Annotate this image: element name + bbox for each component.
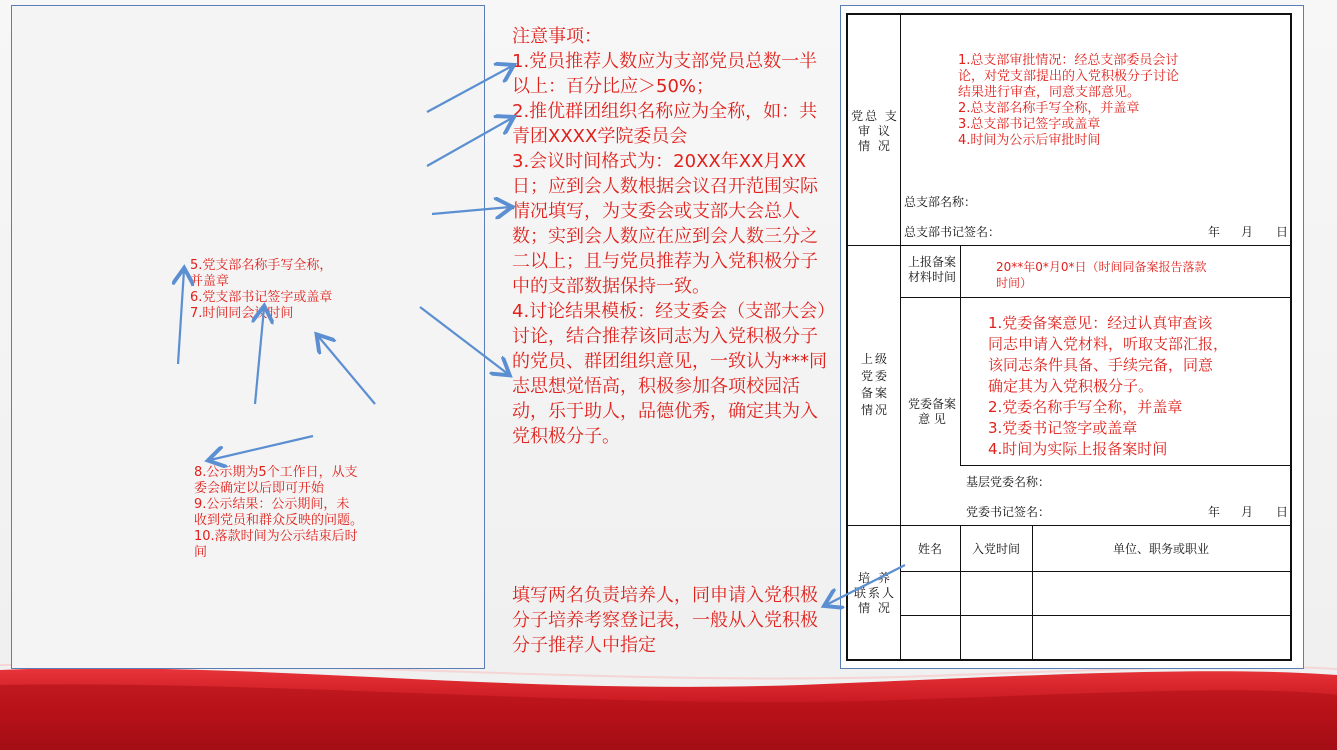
note-line: 间 xyxy=(194,545,208,560)
column-unit-header: 单位、职务或职业 xyxy=(1112,542,1209,556)
label-line: 联系人 xyxy=(853,586,896,600)
label-line: 上级 xyxy=(860,352,889,366)
note-line: 4.时间为实际上报备案时间 xyxy=(988,440,1168,458)
publicity-notes xyxy=(194,465,419,561)
column-name-header: 姓名 xyxy=(917,542,942,556)
label-line: 情 况 xyxy=(858,139,892,153)
note-line: 10.落款时间为公示结束后时 xyxy=(194,529,358,544)
note-line: 该同志条件具备、手续完备，同意 xyxy=(988,356,1214,374)
label-line: 党委 xyxy=(860,369,889,383)
report-time-label xyxy=(904,255,960,285)
label-line: 备案 xyxy=(860,386,889,400)
day-label: 日 xyxy=(1276,505,1289,519)
note-line: 委会确定以后即可开始 xyxy=(194,481,325,496)
left-document-panel xyxy=(11,5,485,669)
note-line: 3.总支部书记签字或盖章 xyxy=(958,117,1101,132)
label-line: 情 况 xyxy=(858,601,892,615)
label-line: 材料时间 xyxy=(907,270,956,284)
trainer-note: 填写两名负责培养人，同申请入党积极分子培养考察登记表，一般从入党积极分子推荐人中指定 xyxy=(512,585,818,656)
label-line: 情况 xyxy=(860,403,889,417)
day-label: 日 xyxy=(1276,225,1289,239)
label-line: 审 议 xyxy=(858,124,892,138)
month-label: 月 xyxy=(1241,505,1254,519)
note-line: 确定其为入党积极分子。 xyxy=(988,377,1154,395)
report-time-value xyxy=(996,259,1286,291)
label-line: 党委备案 xyxy=(907,397,956,411)
committee-secretary-label: 党委书记签名： xyxy=(966,505,1051,519)
value-line: 时间） xyxy=(996,276,1033,290)
label-line: 培 养 xyxy=(858,571,892,585)
note-line: 5.党支部名称手写全称， xyxy=(190,258,333,273)
note-line: 9.公示结果：公示期间，未 xyxy=(194,497,350,512)
section2-label xyxy=(850,351,900,419)
note-line: 1.总支部审批情况：经总支部委员会讨 xyxy=(958,53,1179,68)
note-line: 并盖章 xyxy=(190,274,230,289)
branch-secretary-label: 总支部书记签名： xyxy=(904,225,1001,239)
notes-title: 注意事项： xyxy=(512,26,602,47)
note-item-4: 4.讨论结果模板：经支委会（支部大会）讨论，结合推荐该同志为入党积极分子的党员、群团组织意见，一致认为***同志思想觉悟高，积极参加各项校园活动，乐于助人，品德优秀，确定其为入党积极分子。 xyxy=(512,301,827,447)
note-line: 3.党委书记签字或盖章 xyxy=(988,419,1138,437)
main-notes xyxy=(512,24,834,449)
section1-notes xyxy=(958,53,1258,149)
note-line: 论，对党支部提出的入党积极分子讨论 xyxy=(958,69,1180,84)
label-line: 党总 支 xyxy=(851,109,899,123)
note-line: 4.时间为公示后审批时间 xyxy=(958,133,1101,148)
committee-name-label: 基层党委名称： xyxy=(966,475,1051,489)
red-ribbon-decoration xyxy=(0,655,1337,750)
branch-notes xyxy=(190,258,390,322)
approval-form xyxy=(846,13,1292,661)
column-join-time-header: 入党时间 xyxy=(971,542,1020,556)
note-item-3: 3.会议时间格式为：20XX年XX月XX日；应到会人数根据会议召开范围实际情况填写，为支委会或支部大会总人数；实到会人数应在应到会人数三分之二以上；且与党员推荐为入党积极分子中的支部数据保持一致。 xyxy=(512,151,818,297)
note-line: 收到党员和群众反映的问题。 xyxy=(194,513,364,528)
note-line: 8.公示期为5个工作日，从支 xyxy=(194,465,358,480)
value-line: 20**年0*月0*日（时间同备案报告落款 xyxy=(996,260,1207,274)
note-line: 1.党委备案意见：经过认真审查该 xyxy=(988,314,1213,332)
label-line: 上报备案 xyxy=(907,255,956,269)
month-label: 月 xyxy=(1241,225,1254,239)
committee-notes xyxy=(988,313,1288,460)
note-line: 2.总支部名称手写全称，并盖章 xyxy=(958,101,1140,116)
year-label: 年 xyxy=(1208,225,1221,239)
branch-name-label: 总支部名称： xyxy=(904,195,977,209)
section3-label xyxy=(850,571,900,616)
note-line: 2.党委名称手写全称，并盖章 xyxy=(988,398,1183,416)
label-line: 意 见 xyxy=(918,412,946,426)
note-line: 同志申请入党材料，听取支部汇报， xyxy=(988,335,1229,353)
committee-opinion-label xyxy=(904,397,960,427)
note-line: 7.时间同会议时间 xyxy=(190,306,294,321)
note-item-2: 2.推优群团组织名称应为全称，如：共青团XXXX学院委员会 xyxy=(512,101,818,147)
section1-label xyxy=(850,109,900,154)
note-line: 结果进行审查，同意支部意见。 xyxy=(958,85,1141,100)
note-item-1: 1.党员推荐人数应为支部党员总数一半以上：百分比应＞50%； xyxy=(512,51,818,97)
year-label: 年 xyxy=(1208,505,1221,519)
note-line: 6.党支部书记签字或盖章 xyxy=(190,290,333,305)
